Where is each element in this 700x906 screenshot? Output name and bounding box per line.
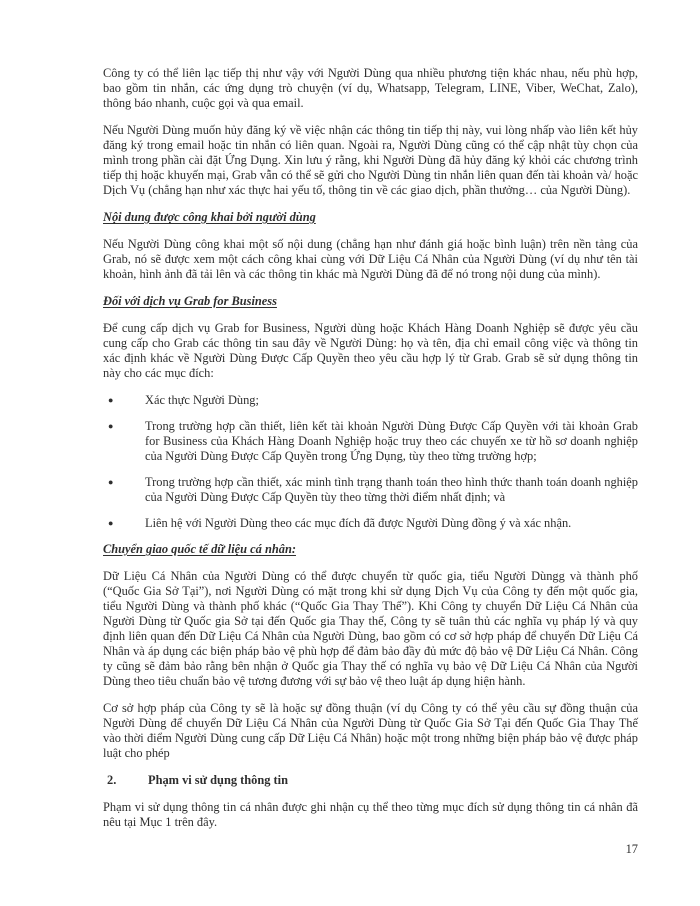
- list-item: [103, 419, 638, 464]
- section-2-title: Phạm vi sử dụng thông tin: [148, 773, 288, 787]
- paragraph-international-transfer: Dữ Liệu Cá Nhân của Người Dùng có thể được chuyển từ quốc gia, tiểu Người Dùngg và thành phố (“Quốc Gia Sở Tại”), nơi Người Dùng có mặt trong khi sử dụng Dịch Vụ của Công ty đến một quốc gia, tiểu Người Dùng và thành phố khác (“Quốc Gia Thay Thế”). Khi Công ty chuyển Dữ Liệu Cá Nhân của Người Dùng từ Quốc gia Sở tại đến Quốc gia Thay thế, Công ty sẽ tuân thủ các nghĩa vụ pháp lý và quy định liên quan đến Dữ Liệu Cá Nhân của Người Dùng, bao gồm có cơ sở hợp pháp để chuyển Dữ Liệu Cá Nhân và áp dụng các biện pháp bảo vệ phù hợp để đảm bảo đầy đủ mức độ bảo vệ Dữ Liệu Cá Nhân. Công ty cũng sẽ đảm bảo rằng bên nhận ở Quốc gia Thay thế có nghĩa vụ bảo vệ Dữ Liệu Cá Nhân của Người Dùng theo tiêu chuẩn bảo vệ tương đương với sự bảo vệ theo luật áp dụng hiện hành.: [103, 569, 638, 688]
- section-2-heading: [103, 773, 638, 788]
- heading-international-transfer: [103, 542, 638, 557]
- paragraph-legal-basis: Cơ sở hợp pháp của Công ty sẽ là hoặc sự đồng thuận (ví dụ Công ty có thể yêu cầu sự đồng thuận của Người Dùng để chuyển Dữ Liệu Cá Nhân của Người Dùng từ Quốc Gia Sở Tại đến Quốc Gia Thay Thế vào thời điểm Người Dùng cung cấp Dữ Liệu Cá Nhân) hoặc một trong những biện pháp bảo vệ được pháp luật cho phép: [103, 701, 638, 760]
- bullet-text: Xác thực Người Dùng;: [145, 393, 259, 407]
- bullet-text: Trong trường hợp cần thiết, xác minh tình trạng thanh toán theo hình thức thanh toán doanh nghiệp của Người Dùng Được Cấp Quyền tùy theo từng thời điểm nhất định; và: [145, 475, 638, 504]
- section-2-number: 2.: [107, 773, 117, 787]
- heading-public-content: [103, 210, 638, 225]
- list-item: [103, 516, 638, 531]
- paragraph-marketing-contact: Công ty có thể liên lạc tiếp thị như vậy với Người Dùng qua nhiều phương tiện khác nhau, nếu phù hợp, bao gồm tin nhắn, các ứng dụng trò chuyện (ví dụ, Whatsapp, Telegram, LINE, Viber, WeChat, Zalo), thông báo nhanh, cuộc gọi và qua email.: [103, 66, 638, 110]
- bullet-icon: ●: [108, 395, 114, 405]
- document-content: [103, 66, 638, 857]
- purpose-bullet-list: [103, 393, 638, 531]
- heading-grab-for-business-text: Đối với dịch vụ Grab for Business: [103, 294, 277, 308]
- heading-public-content-text: Nội dung được công khai bởi người dùng: [103, 210, 316, 224]
- paragraph-public-content: Nếu Người Dùng công khai một số nội dung (chẳng hạn như đánh giá hoặc bình luận) trên nền tảng của Grab, nó sẽ được xem một cách công khai cùng với Dữ Liệu Cá Nhân của Người Dùng (ví dụ như tên tài khoản, hình ảnh đã tải lên và các thông tin khác mà Người Dùng đã để nó trong nội dung của mình).: [103, 237, 638, 281]
- bullet-text: Liên hệ với Người Dùng theo các mục đích đã được Người Dùng đồng ý và xác nhận.: [145, 516, 572, 530]
- heading-international-transfer-text: Chuyển giao quốc tế dữ liệu cá nhân:: [103, 542, 296, 556]
- list-item: [103, 475, 638, 505]
- paragraph-scope-of-use: Phạm vi sử dụng thông tin cá nhân được ghi nhận cụ thể theo từng mục đích sử dụng thông tin cá nhân đã nêu tại Mục 1 trên đây.: [103, 800, 638, 829]
- bullet-text: Trong trường hợp cần thiết, liên kết tài khoản Người Dùng Được Cấp Quyền với tài khoản Grab for Business của Khách Hàng Doanh Nghiệp hoặc truy theo các chuyến xe từ hồ sơ doanh nghiệp của Người Dùng Được Cấp Quyền trong Ứng Dụng, tùy theo từng trường hợp;: [145, 419, 638, 463]
- bullet-icon: ●: [108, 518, 114, 528]
- heading-grab-for-business: [103, 294, 638, 309]
- paragraph-grab-for-business-intro: Để cung cấp dịch vụ Grab for Business, Người dùng hoặc Khách Hàng Doanh Nghiệp sẽ được yêu cầu cung cấp cho Grab các thông tin sau đây về Người Dùng: họ và tên, địa chỉ email công việc và thông tin xác định khác về Người Dùng Được Cấp Quyền theo yêu cầu hợp lý từ Grab. Grab sẽ sử dụng thông tin này cho các mục đích:: [103, 321, 638, 380]
- page-number: 17: [625, 842, 638, 856]
- bullet-icon: ●: [108, 421, 114, 431]
- paragraph-unsubscribe: Nếu Người Dùng muốn hủy đăng ký về việc nhận các thông tin tiếp thị này, vui lòng nhấp vào liên kết hủy đăng ký trong email hoặc tin nhắn có liên quan. Ngoài ra, Người Dùng cũng có thể cập nhật tùy chọn của mình trong phần cài đặt Ứng Dụng. Xin lưu ý rằng, khi Người Dùng đã hủy đăng ký khỏi các chương trình tiếp thị hoặc khuyến mại, Grab vẫn có thể sẽ gửi cho Người Dùng tin nhắn liên quan đến tài khoản và/ hoặc Dịch Vụ (chẳng hạn như xác thực hai yếu tố, thông tin về các giao dịch, phần thưởng… của Người Dùng).: [103, 123, 638, 197]
- bullet-icon: ●: [108, 477, 114, 487]
- list-item: [103, 393, 638, 408]
